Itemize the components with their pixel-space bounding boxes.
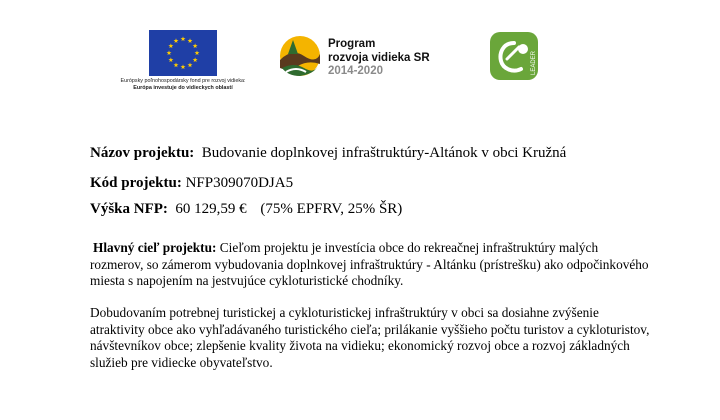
project-goal-label: Hlavný cieľ projektu: (93, 240, 217, 255)
project-description: Dobudovaním potrebnej turistickej a cykloturistickej infraštruktúry v obci sa dosiahne zvýšenie atraktivity obce ako vyhľadávaného turistického cieľa; prilákanie vyššieho počtu turistov a cykloturistov, návštevníkov obce; zlepšenie kvality života na vidieku; ekonomický rozvoj obce a rozvoj základných služieb pre vidiecke obyvateľstvo. (90, 305, 650, 370)
logo-header (0, 0, 720, 110)
project-goal (90, 240, 650, 290)
prv-line1: Program (328, 38, 376, 50)
project-amount-label: Výška NFP: (90, 201, 168, 217)
prv-years: 2014-2020 (328, 65, 383, 77)
project-amount-note: (75% EPFRV, 25% ŠR) (260, 201, 403, 217)
eu-caption-line2: Európa investuje do vidieckych oblastí (133, 85, 233, 92)
project-name-row (90, 144, 566, 162)
eu-caption-line1: Európsky poľnohospodársky fond pre rozvoj vidieka: (120, 78, 246, 84)
eu-flag-icon (149, 30, 217, 76)
project-amount-row (90, 200, 402, 218)
project-code-value: NFP309070DJA5 (185, 175, 294, 191)
eu-logo-block (98, 30, 268, 92)
project-goal-text: Cieľom projektu je investícia obce do rekreačnej infraštruktúry malých rozmerov, so zámerom vybudovania doplnkovej infraštruktúry - Altánku (prístrešku) ako odpočinkového miesta s napojením na jestvujúce cykloturistické chodníky. (90, 240, 649, 288)
leader-wordmark: LEADER (531, 50, 537, 75)
project-code-row (90, 174, 293, 192)
project-amount-value: 60 129,59 € (175, 201, 247, 217)
project-name-value: Budovanie doplnkovej infraštruktúry-Altánok v obci Kružná (201, 145, 567, 161)
leader-logo-icon (487, 29, 541, 83)
project-code-label: Kód projektu: (90, 175, 182, 191)
prv-wordmark (328, 38, 430, 79)
project-name-label: Názov projektu: (90, 145, 195, 161)
prv-line2: rozvoja vidieka SR (328, 51, 430, 64)
rural-landscape-emblem-icon (278, 34, 322, 78)
prv-logo-block (278, 34, 448, 82)
eu-caption (98, 78, 268, 92)
